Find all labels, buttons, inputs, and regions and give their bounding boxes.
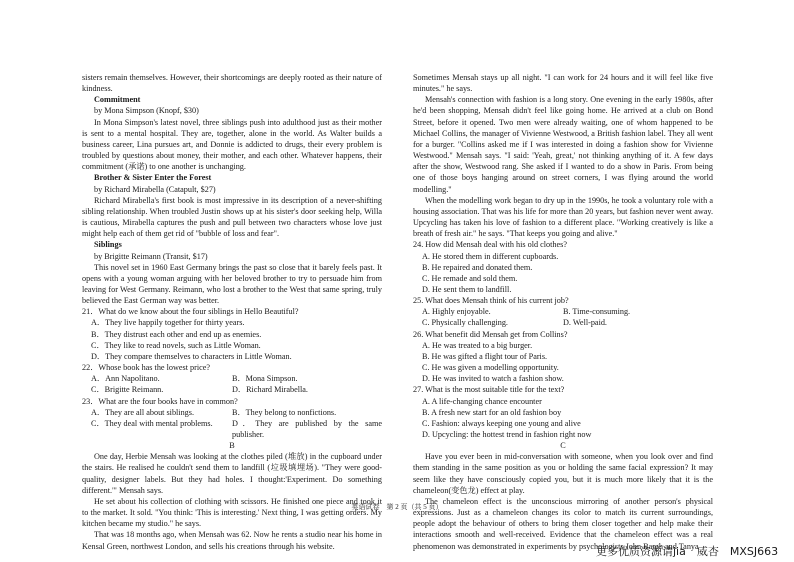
passage-letter: C <box>560 441 566 451</box>
paragraph: That was 18 months ago, when Mensah was 62. Now he rents a studio near his home in Kensal Green, northwest London, and sells his creations through his website. <box>82 530 382 551</box>
answer-option: C．They deal with mental problems. <box>91 418 213 428</box>
question-line: 26. What benefit did Mensah get from Collins? <box>413 329 568 339</box>
answer-option: C. He was given a modelling opportunity. <box>422 363 559 373</box>
paragraph: by Mona Simpson (Knopf, $30) <box>94 106 199 116</box>
paragraph: The chameleon effect is the unconscious mirroring of another person's physical expressions. Just as a chameleon changes its color to match its current surroundings, people adopt the behaviour of others to bring them closer together and help make their interactions smooth and well-received. Evidence that the chameleon effect was a real phenomenon was demonstrated in experiments by psychologists John Bargh and Tanya <box>413 496 713 551</box>
answer-option: C. He remade and sold them. <box>422 273 518 283</box>
paragraph: This novel set in 1960 East Germany brings the past so close that it barely feels past. It opens with a young woman arguing with her beloved brother to try to persuade him from leaving for West Germany. Reimann, who lost a brother to the West that same spring, truly believed the East German way was better. <box>82 262 382 306</box>
option-row <box>82 418 382 440</box>
answer-option: D．Richard Mirabella. <box>232 385 308 395</box>
answer-option: A．They live happily together for thirty years. <box>91 318 245 328</box>
answer-option: A. He was treated to a big burger. <box>422 340 533 350</box>
answer-option: B．They distrust each other and end up as enemies. <box>91 329 262 339</box>
answer-option: D. Well-paid. <box>563 318 607 328</box>
paragraph: One day, Herbie Mensah was looking at the clothes piled (堆放) in the cupboard under the stairs. He realised he couldn't send them to landfill (垃圾填埋场). "They were good-quality, designer labels. But they had holes. I thought:'Experiment. Do something different.'" Mensah says. <box>82 452 382 495</box>
paragraph: In Mona Simpson's latest novel, three siblings push into adulthood just as their mother is sent to a mental hospital. They are, together, alone in the world. As Walter builds a business career, Lina pursues art, and Donnie is addicted to drugs, their every problem is troubled by questions about money, their mother, and each other. Whatever happens, their commitment (承诺) to one another is unchanging. <box>82 117 382 172</box>
option-row <box>82 373 382 384</box>
option-row <box>413 306 713 317</box>
answer-option: A．They are all about siblings. <box>91 407 195 417</box>
answer-option: D. He sent them to landfill. <box>422 284 512 294</box>
question-line: sisters remain themselves. However, their shortcomings are deeply rooted as their nature of kindness. <box>82 73 382 94</box>
question-line: Sometimes Mensah stays up all night. "I can work for 24 hours and it will feel like five minutes." he says. <box>413 73 713 94</box>
answer-option: A. He stored them in different cupboards. <box>422 251 559 261</box>
answer-option: D. Upcycling: the hottest trend in fashion right now <box>422 430 592 439</box>
question-line: 21．What do we know about the four siblings in Hello Beautiful? <box>82 307 299 317</box>
question-line: 24. How did Mensah deal with his old clothes? <box>413 240 567 250</box>
right-column <box>413 72 713 552</box>
page-footer: 英语试卷 第 2 页（共 5 页） <box>351 503 443 511</box>
paragraph: Richard Mirabella's first book is most impressive in its description of a never-shifting sibling relationship. When troubled Justin shows up at his sister's door seeking help, Willa is cautious, Mirabella captures the push and pull between two characters whose love just might help each of them get rid of "bubble of loss and fear". <box>82 195 382 239</box>
option-row <box>82 407 382 418</box>
answer-option: B. A fresh new start for an old fashion boy <box>422 407 562 417</box>
paragraph: Have you ever been in mid-conversation with someone, when you look over and find them standing in the same position as you or holding the same facial expression? It may seem like they have consciously copied you, but it is much more likely that it is the chameleon(变色龙) effect at play. <box>413 452 713 495</box>
answer-option: D．They compare themselves to characters in Little Woman. <box>91 351 292 361</box>
option-row <box>82 384 382 395</box>
question-line: 27. What is the most suitable title for the text? <box>413 385 565 395</box>
section-heading: Commitment <box>94 95 141 105</box>
question-line: 22．Whose book has the lowest price? <box>82 363 211 373</box>
paragraph: He set about his collection of clothing with scissors. He finished one piece and took it to the market. It sold. "You think: 'This is interesting.' Next thing, I was getting orders. My kitchen became my studio." he says. <box>82 496 382 529</box>
answer-option: C. Physically challenging. <box>422 318 508 328</box>
answer-option: B. He repaired and donated them. <box>422 262 533 272</box>
answer-option: C．Brigitte Reimann. <box>91 385 164 395</box>
left-column <box>82 72 382 552</box>
paragraph: When the modelling work began to dry up in the 1990s, he took a voluntary role with a housing association. That was his life for more than 20 years, but fashion never went away. Upcycling has taken his love of fashion to a different place. "Working creatively is like a breath of fresh air." he says. "That keeps you going and alive." <box>413 195 713 239</box>
answer-option: B．Mona Simpson. <box>232 374 298 384</box>
answer-option: A. Highly enjoyable. <box>422 307 491 317</box>
answer-option: B．They belong to nonfictions. <box>232 407 337 417</box>
answer-option: A．Ann Napolitano. <box>91 374 160 384</box>
question-line: 25. What does Mensah think of his current job? <box>413 296 569 306</box>
passage-letter: B <box>229 441 235 451</box>
question-line: 23．What are the four books have in common? <box>82 396 238 406</box>
watermark-text: 更多优质资源请jia 威杏 MXSJ663 <box>596 545 779 558</box>
answer-option: C．They like to read novels, such as Little Woman. <box>91 340 261 350</box>
answer-option: C. Fashion: always keeping one young and alive <box>422 418 581 428</box>
answer-option: B. He was gifted a flight tour of Paris. <box>422 351 548 361</box>
answer-option: B. Time-consuming. <box>563 307 631 317</box>
option-row <box>413 317 713 328</box>
answer-option: D. He was invited to watch a fashion show. <box>422 374 564 384</box>
section-heading: Siblings <box>94 240 122 250</box>
paragraph: by Brigitte Reimann (Transit, $17) <box>94 251 208 261</box>
paragraph: Mensah's connection with fashion is a long story. One evening in the early 1980s, after he'd been shopping, Mensah didn't feel like going home. He arrived at a club on Bond Street, before it opened. Two men were already waiting, one of whom happened to be Michael Collins, the manager of Vivienne Westwood, a British fashion label. They all went for a burger. "Collins asked me if I was interested in doing a fashion show for Vivienne Westwood." Mensah says. "I said: 'Yeah, great,' not thinking anything of it. A few days after the show, Westwood rang. She asked if I wanted to do a show in Paris. From being one of those boys hanging around on street corners, I was flying around the world modelling." <box>413 95 713 194</box>
section-heading: Brother & Sister Enter the Forest <box>94 173 212 183</box>
paragraph: by Richard Mirabella (Catapult, $27) <box>94 184 216 194</box>
answer-option: A. A life-changing chance encounter <box>422 396 542 406</box>
answer-option: D．They are published by the same publisher. <box>232 418 382 439</box>
